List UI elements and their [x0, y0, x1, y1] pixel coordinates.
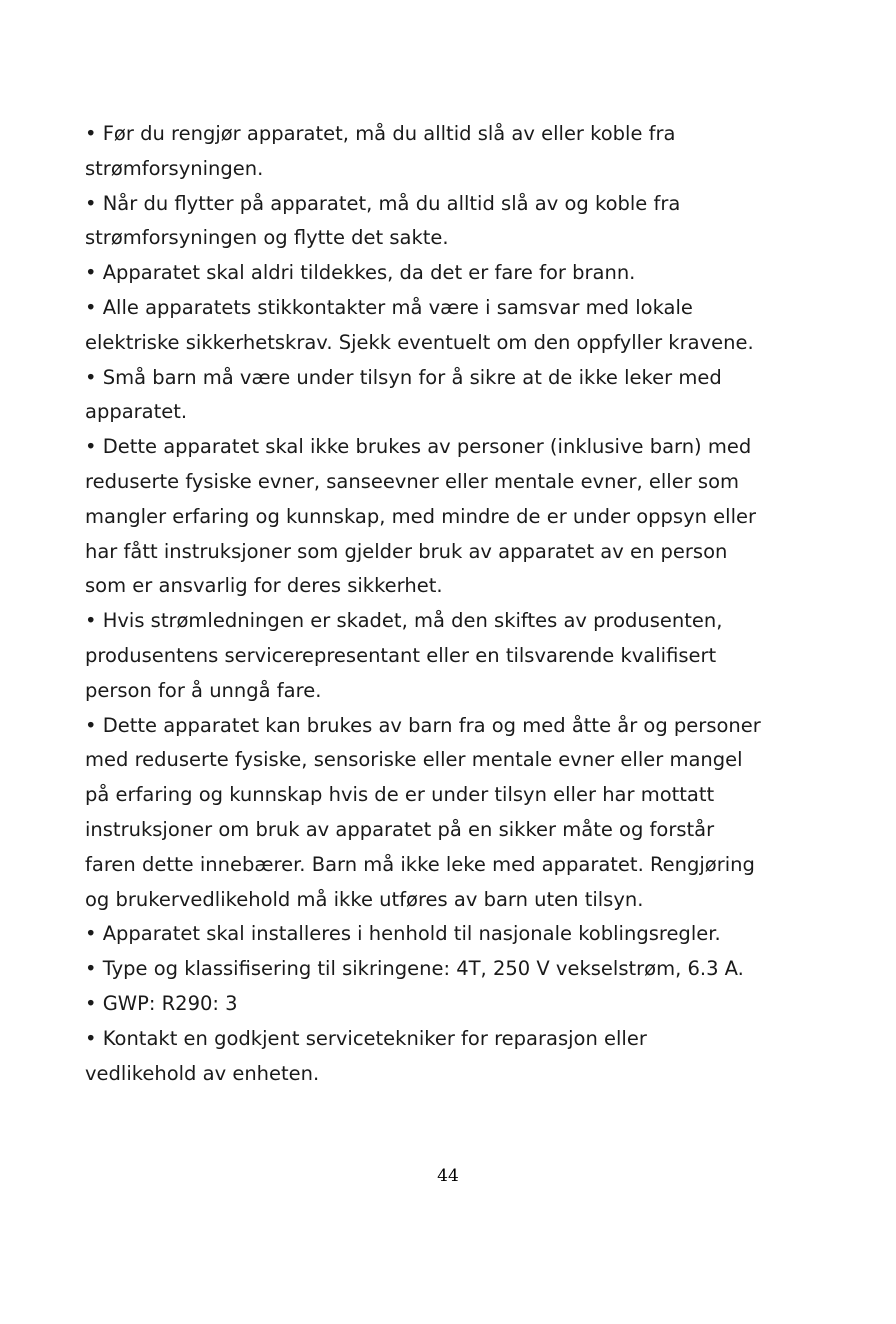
text-line: strømforsyningen og flytte det sakte. — [85, 226, 449, 250]
text-line: vedlikehold av enheten. — [85, 1061, 320, 1085]
text-line: • Dette apparatet kan brukes av barn fra og med åtte år og personer — [85, 713, 761, 737]
instruction-item — [85, 117, 845, 187]
instruction-item — [85, 952, 845, 987]
text-line: person for å unngå fare. — [85, 678, 322, 702]
text-line: strømforsyningen. — [85, 156, 264, 180]
text-line: apparatet. — [85, 400, 188, 424]
instruction-item — [85, 604, 845, 708]
text-line: faren dette innebærer. Barn må ikke leke med apparatet. Rengjøring — [85, 852, 755, 876]
safety-instructions-list — [85, 117, 845, 1091]
text-line: • Små barn må være under tilsyn for å sikre at de ikke leker med — [85, 365, 722, 389]
instruction-item — [85, 361, 845, 431]
text-line: • Når du flytter på apparatet, må du alltid slå av og koble fra — [85, 191, 681, 215]
text-line: instruksjoner om bruk av apparatet på en sikker måte og forstår — [85, 817, 715, 841]
text-line: • Kontakt en godkjent servicetekniker for reparasjon eller — [85, 1026, 647, 1050]
instruction-item — [85, 291, 845, 361]
instruction-item — [85, 430, 845, 604]
text-line: har fått instruksjoner som gjelder bruk av apparatet av en person — [85, 539, 728, 563]
instruction-item — [85, 1022, 845, 1092]
page-number: 44 — [437, 1166, 459, 1186]
text-line: produsentens servicerepresentant eller en tilsvarende kvalifisert — [85, 643, 717, 667]
instruction-item — [85, 256, 845, 291]
text-line: på erfaring og kunnskap hvis de er under tilsyn eller har mottatt — [85, 783, 715, 807]
text-line: • Alle apparatets stikkontakter må være i samsvar med lokale — [85, 295, 693, 319]
text-line: • Dette apparatet skal ikke brukes av personer (inklusive barn) med — [85, 435, 752, 459]
text-line: mangler erfaring og kunnskap, med mindre de er under oppsyn eller — [85, 504, 757, 528]
instruction-item — [85, 917, 845, 952]
text-line: • Type og klassifisering til sikringene: 4T, 250 V vekselstrøm, 6.3 A. — [85, 957, 744, 981]
text-line: reduserte fysiske evner, sanseevner eller mentale evner, eller som — [85, 469, 740, 493]
text-line: • Apparatet skal aldri tildekkes, da det er fare for brann. — [85, 261, 636, 285]
text-line: som er ansvarlig for deres sikkerhet. — [85, 574, 443, 598]
text-line: • Hvis strømledningen er skadet, må den skiftes av produsenten, — [85, 609, 723, 633]
instruction-item — [85, 709, 845, 918]
text-line: • Før du rengjør apparatet, må du alltid slå av eller koble fra — [85, 122, 676, 145]
text-line: • GWP: R290: 3 — [85, 991, 238, 1015]
instruction-item — [85, 187, 845, 257]
text-line: elektriske sikkerhetskrav. Sjekk eventuelt om den oppfyller kravene. — [85, 330, 754, 354]
text-line: med reduserte fysiske, sensoriske eller mentale evner eller mangel — [85, 748, 743, 772]
text-line: • Apparatet skal installeres i henhold til nasjonale koblingsregler. — [85, 922, 721, 946]
instruction-item — [85, 987, 845, 1022]
text-line: og brukervedlikehold må ikke utføres av barn uten tilsyn. — [85, 887, 644, 911]
